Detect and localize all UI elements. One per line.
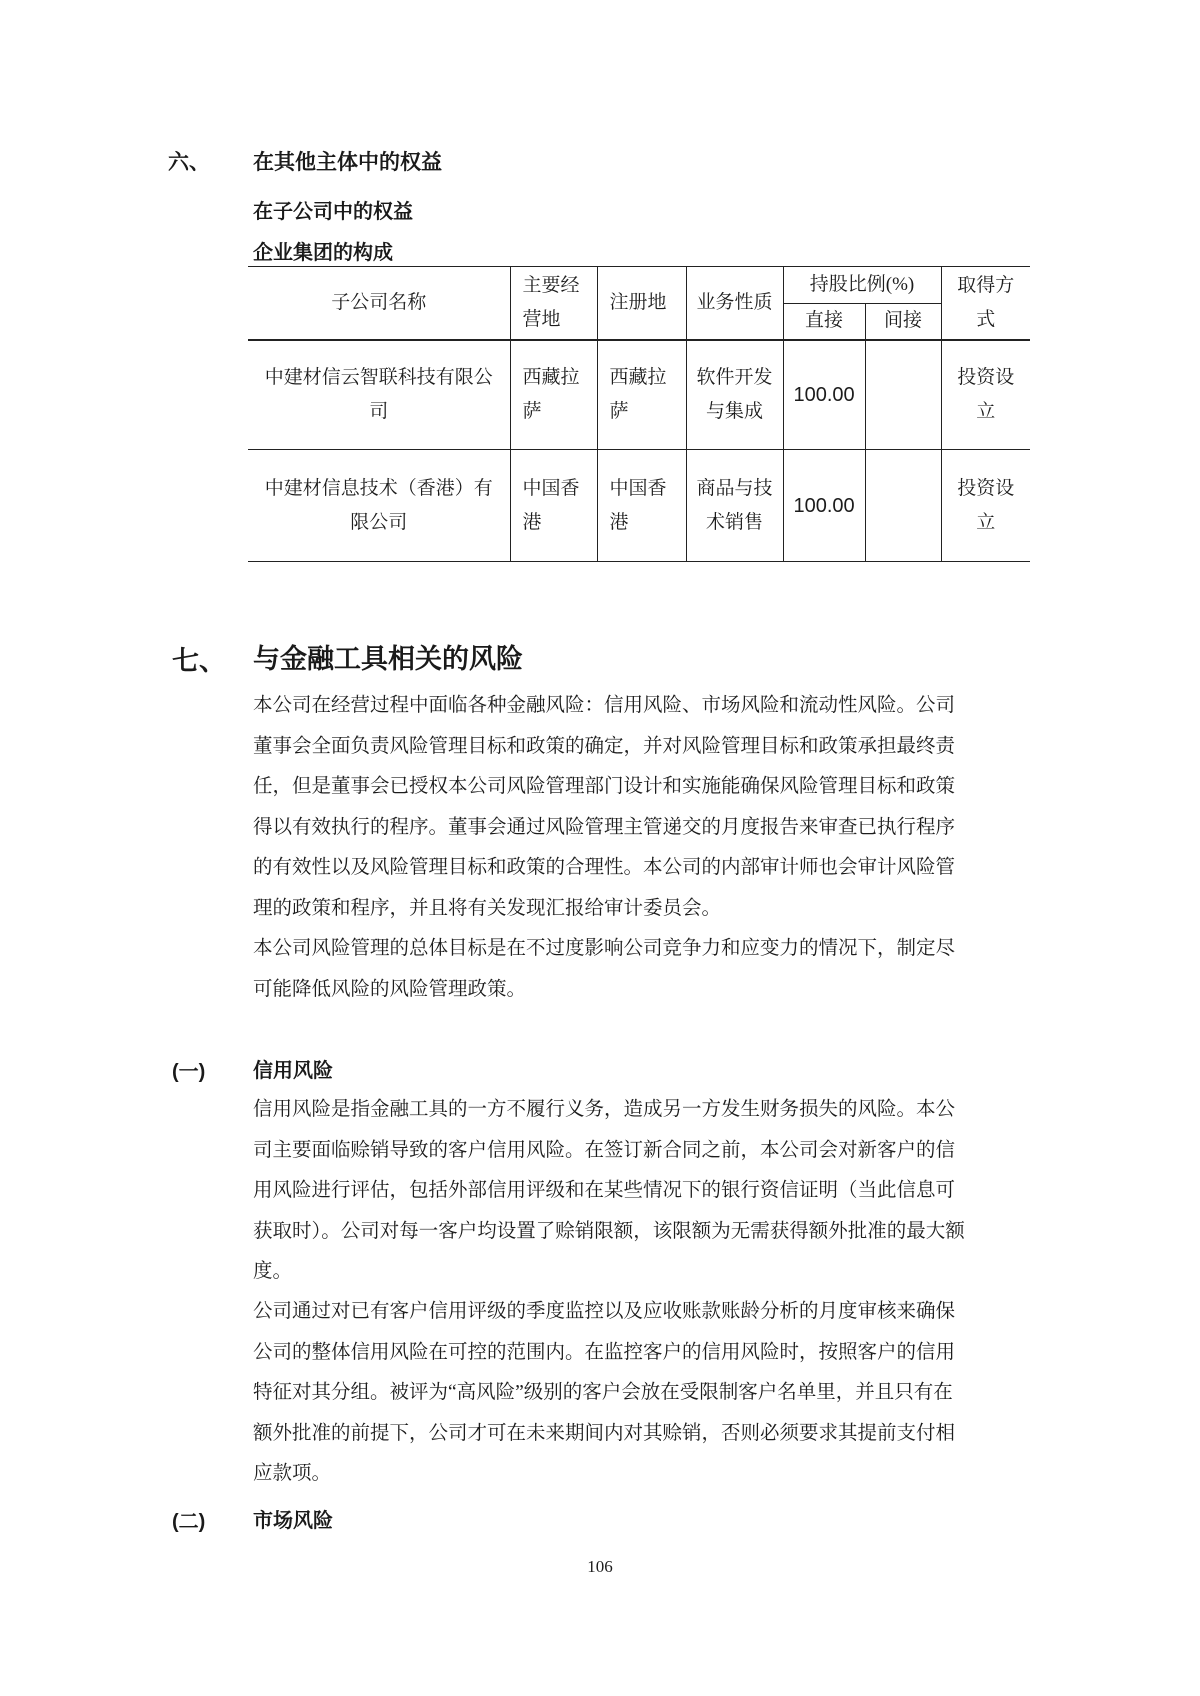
col-header-direct: 直接 xyxy=(783,304,865,340)
credit-risk-title: 信用风险 xyxy=(253,1060,333,1082)
col-header-business-nature: 业务性质 xyxy=(686,267,783,340)
cell-indirect-ratio xyxy=(865,340,941,450)
paragraph-line: 额外批准的前提下，公司才可在未来期间内对其赊销，否则必须要求其提前支付相 xyxy=(253,1422,956,1444)
subsidiaries-table xyxy=(248,266,1030,562)
section6-subtitle-group-composition: 企业集团的构成 xyxy=(253,242,393,264)
paragraph-line: 任，但是董事会已授权本公司风险管理部门设计和实施能确保风险管理目标和政策 xyxy=(253,776,956,797)
cell-registration-place: 中国香港 xyxy=(597,450,686,562)
paragraph-line: 可能降低风险的风险管理政策。 xyxy=(253,978,527,1000)
col-header-shareholding-ratio: 持股比例(%) xyxy=(783,267,941,304)
cell-subsidiary-name: 中建材信云智联科技有限公司 xyxy=(248,340,510,450)
col-header-indirect: 间接 xyxy=(865,304,941,340)
market-risk-title: 市场风险 xyxy=(253,1510,333,1532)
cell-business-nature: 软件开发与集成 xyxy=(686,340,783,450)
credit-risk-paragraph-2 xyxy=(253,1292,989,1495)
paragraph-line: 本公司在经营过程中面临各种金融风险：信用风险、市场风险和流动性风险。公司 xyxy=(253,695,956,716)
section7-paragraph-1 xyxy=(253,686,989,929)
col-header-registration-place: 注册地 xyxy=(597,267,686,340)
paragraph-line: 司主要面临赊销导致的客户信用风险。在签订新合同之前，本公司会对新客户的信 xyxy=(253,1139,956,1161)
table-header xyxy=(248,267,1030,340)
cell-main-place: 中国香港 xyxy=(510,450,597,562)
table-row xyxy=(248,450,1030,562)
market-risk-label: (二) xyxy=(172,1511,206,1533)
table-row xyxy=(248,340,1030,450)
paragraph-line: 度。 xyxy=(253,1261,293,1282)
page-number: 106 xyxy=(587,1557,613,1576)
section7-label: 七、 xyxy=(172,646,226,676)
section6-label: 六、 xyxy=(168,151,210,174)
paragraph-line: 公司的整体信用风险在可控的范围内。在监控客户的信用风险时，按照客户的信用 xyxy=(253,1341,956,1363)
cell-registration-place: 西藏拉萨 xyxy=(597,340,686,450)
cell-subsidiary-name: 中建材信息技术（香港）有限公司 xyxy=(248,450,510,562)
paragraph-line: 的有效性以及风险管理目标和政策的合理性。本公司的内部审计师也会审计风险管 xyxy=(253,857,956,878)
cell-direct-ratio: 100.00 xyxy=(783,340,865,450)
paragraph-line: 信用风险是指金融工具的一方不履行义务，造成另一方发生财务损失的风险。本公 xyxy=(253,1099,956,1120)
paragraph-line: 应款项。 xyxy=(253,1463,332,1484)
cell-business-nature: 商品与技术销售 xyxy=(686,450,783,562)
credit-risk-paragraph-1 xyxy=(253,1090,989,1293)
paragraph-line: 用风险进行评估，包括外部信用评级和在某些情况下的银行资信证明（当此信息可 xyxy=(253,1180,956,1201)
paragraph-line: 本公司风险管理的总体目标是在不过度影响公司竞争力和应变力的情况下，制定尽 xyxy=(253,938,956,959)
col-header-subsidiary-name: 子公司名称 xyxy=(248,267,510,340)
paragraph-line: 理的政策和程序，并且将有关发现汇报给审计委员会。 xyxy=(253,897,722,919)
section6-title: 在其他主体中的权益 xyxy=(253,151,442,174)
col-header-main-place: 主要经营地 xyxy=(510,267,597,340)
paragraph-line: 特征对其分组。被评为“高风险”级别的客户会放在受限制客户名单里，并且只有在 xyxy=(253,1382,953,1403)
cell-indirect-ratio xyxy=(865,450,941,562)
col-header-acquisition-method: 取得方式 xyxy=(941,267,1030,340)
section7-paragraph-2 xyxy=(253,929,989,1010)
section7-title: 与金融工具相关的风险 xyxy=(253,644,523,674)
paragraph-line: 董事会全面负责风险管理目标和政策的确定，并对风险管理目标和政策承担最终责 xyxy=(253,735,956,757)
paragraph-line: 获取时）。公司对每一客户均设置了赊销限额，该限额为无需获得额外批准的最大额 xyxy=(253,1220,965,1242)
cell-direct-ratio: 100.00 xyxy=(783,450,865,562)
cell-main-place: 西藏拉萨 xyxy=(510,340,597,450)
credit-risk-label: (一) xyxy=(172,1061,206,1083)
paragraph-line: 得以有效执行的程序。董事会通过风险管理主管递交的月度报告来审查已执行程序 xyxy=(253,816,956,838)
cell-acquisition-method: 投资设立 xyxy=(941,450,1030,562)
cell-acquisition-method: 投资设立 xyxy=(941,340,1030,450)
section6-subtitle-subsidiaries: 在子公司中的权益 xyxy=(253,201,413,223)
paragraph-line: 公司通过对已有客户信用评级的季度监控以及应收账款账龄分析的月度审核来确保 xyxy=(253,1301,956,1322)
